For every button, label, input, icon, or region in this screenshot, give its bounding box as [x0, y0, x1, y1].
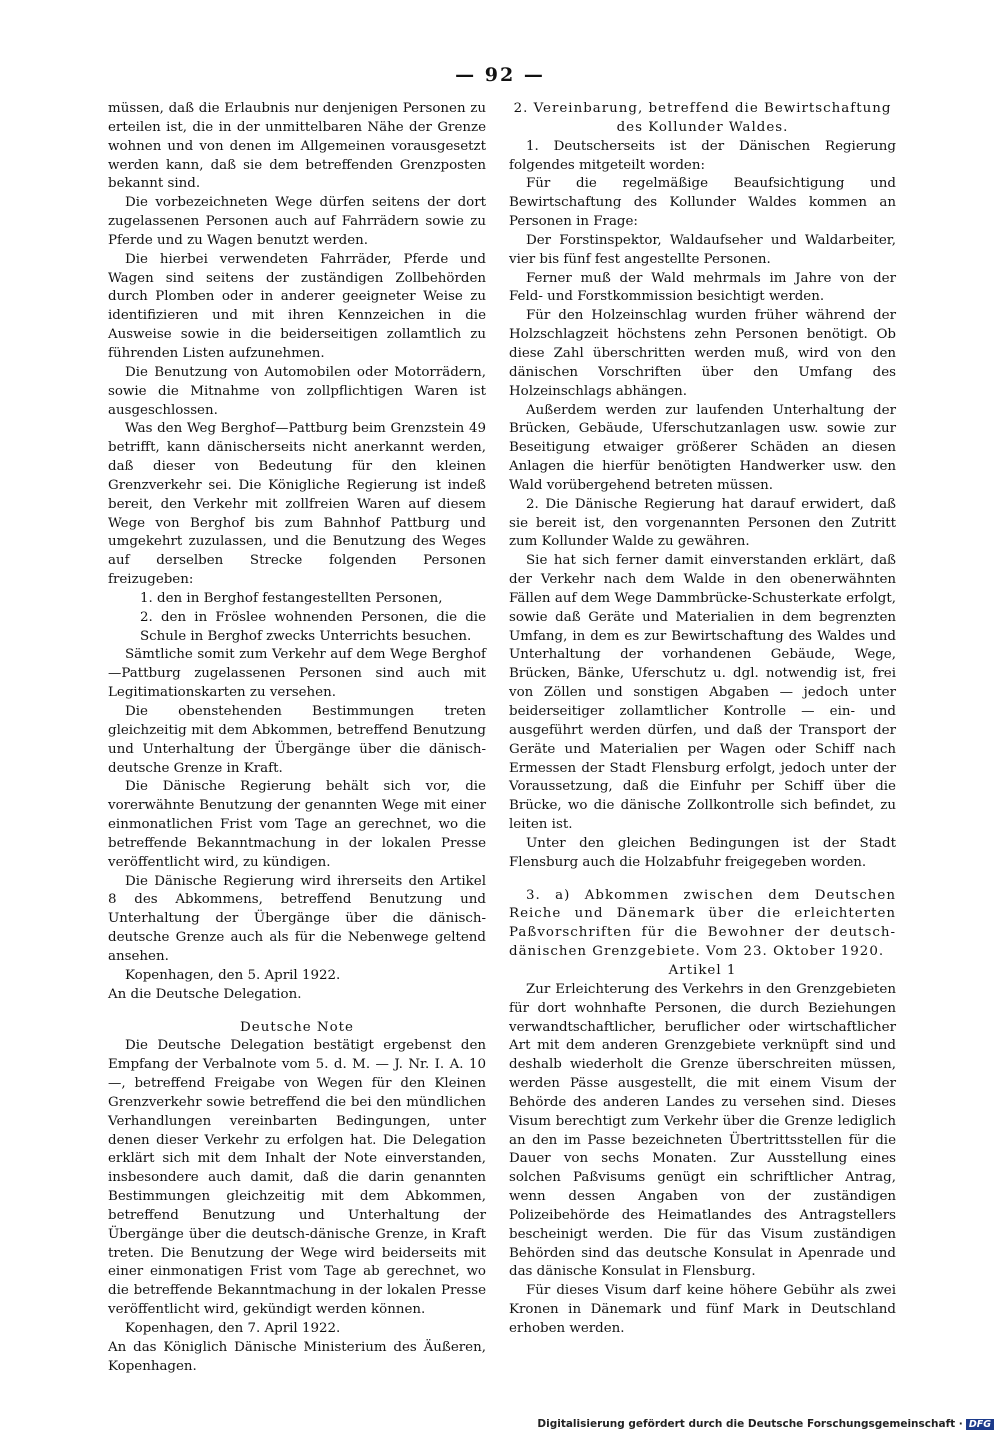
- paragraph: Für dieses Visum darf keine höhere Gebühr als zwei Kronen in Dänemark und fünf Mark in Deutschland erhoben werden.: [509, 1283, 896, 1336]
- paragraph: Für den Holzeinschlag wurden früher während der Holzschlagzeit höchstens zehn Personen benötigt. Ob diese Zahl überschritten werden muß, wird von den dänischen Vorschriften über den Umfang des Holzeinschlags abhängen.: [509, 308, 896, 399]
- place-date: Kopenhagen, den 5. April 1922.: [125, 967, 341, 983]
- right-column: [509, 100, 896, 1339]
- list-item: 1. den in Berghof festangestellten Personen,: [140, 590, 443, 606]
- paragraph: Die obenstehenden Bestimmungen treten gleichzeitig mit dem Abkommen, betreffend Benutzung und Unterhaltung der Übergänge über die dänisch-deutsche Grenze in Kraft.: [108, 704, 486, 776]
- addressee: An die Deutsche Delegation.: [108, 986, 302, 1002]
- paragraph: 2. Die Dänische Regierung hat darauf erwidert, daß sie bereit ist, den vorgenannten Personen den Zutritt zum Kollunder Walde zu gewähren.: [509, 496, 896, 550]
- paragraph: Sie hat sich ferner damit einverstanden erklärt, daß der Verkehr nach dem Walde in den obenerwähnten Fällen auf dem Wege Dammbrücke-Schusterkate erfolgt, sowie daß Geräte und Materialien in dem begrenzten Umfang, in dem es zur Bewirtschaftung des Waldes und Unterhaltung der vorhandenen Gebäude, Wege, Brücken, Bänke, Uferschutz u. dgl. notwendig ist, frei von Zöllen und sonstigen Abgaben — jedoch unter beiderseitiger zollamtlicher Kontrolle — ein- und ausgeführt werden dürfen, und daß der Transport der Geräte und Materialien per Wagen oder Schiff nach Ermessen der Stadt Flensburg erfolgt, jedoch unter der Voraussetzung, daß die Einfuhr per Schiff über die Brücke, wo die dänische Zollkontrolle sich befindet, zu leiten ist.: [509, 553, 896, 833]
- page-number: — 92 —: [455, 64, 545, 86]
- section-heading: Deutsche Note: [240, 1019, 354, 1035]
- footer-text: Digitalisierung gefördert durch die Deutsche Forschungsgemeinschaft ·: [537, 1418, 963, 1430]
- section-heading: 3. a) Abkommen zwischen dem Deutschen Reiche und Dänemark über die erleichterten Paßvorschriften für die Bewohner der deutsch-dänischen Grenzgebiete. Vom 23. Oktober 1920.: [509, 887, 896, 960]
- footer-credit: [537, 1418, 994, 1430]
- section-heading: 2. Vereinbarung, betreffend die Bewirtschaftung des Kollunder Waldes.: [513, 101, 892, 135]
- paragraph: Sämtliche somit zum Verkehr auf dem Wege Berghof—Pattburg zugelassenen Personen sind auch mit Legitimationskarten zu versehen.: [108, 647, 486, 701]
- paragraph: Für die regelmäßige Beaufsichtigung und Bewirtschaftung des Kollunder Waldes kommen an Personen in Frage:: [509, 176, 896, 230]
- paragraph: müssen, daß die Erlaubnis nur denjenigen Personen zu erteilen ist, die in der unmittelbaren Nähe der Grenze wohnen und von denen im Allgemeinen vorausgesetzt werden kann, daß sie dem betreffenden Grenzposten bekannt sind.: [108, 101, 486, 192]
- article-heading: Artikel 1: [668, 962, 737, 978]
- left-column: [108, 100, 486, 1377]
- addressee: An das Königlich Dänische Ministerium des Äußeren, Kopenhagen.: [108, 1339, 486, 1374]
- paragraph: Die hierbei verwendeten Fahrräder, Pferde und Wagen sind seitens der zuständigen Zollbehörden durch Plomben oder in anderer geeigneter Weise zu identifizieren und mit ihren Kennzeichen in die Ausweise sowie in die beiderseitigen zollamtlich zu führenden Listen aufzunehmen.: [108, 251, 486, 361]
- paragraph: Außerdem werden zur laufenden Unterhaltung der Brücken, Gebäude, Uferschutzanlagen usw. sowie zur Beseitigung etwaiger größerer Schäden an diesen Anlagen die hierfür benötigten Handwerker usw. den Wald vorübergehend betreten müssen.: [509, 402, 896, 493]
- paragraph: Die Dänische Regierung wird ihrerseits den Artikel 8 des Abkommens, betreffend Benutzung und Unterhaltung der Übergänge über die dänisch-deutsche Grenze auch als für die Nebenwege geltend ansehen.: [108, 873, 486, 964]
- paragraph: Die Dänische Regierung behält sich vor, die vorerwähnte Benutzung der genannten Wege mit einer einmonatlichen Frist vom Tage an gerechnet, wo die betreffende Bekanntmachung in der lokalen Presse veröffentlicht wird, zu kündigen.: [108, 779, 486, 870]
- paragraph: Die Deutsche Delegation bestätigt ergebenst den Empfang der Verbalnote vom 5. d. M. — J. Nr. I. A. 10 —, betreffend Freigabe von Wegen für den Kleinen Grenzverkehr sowie betreffend die bei den mündlichen Verhandlungen vereinbarten Bedingungen, unter denen dieser Verkehr zu erfolgen hat. Die Delegation erklärt sich mit dem Inhalt der Note einverstanden, insbesondere auch damit, daß die darin genannten Bestimmungen gleichzeitig mit dem Abkommen, betreffend Benutzung und Unterhaltung der Übergänge über die deutsch-dänische Grenze, in Kraft treten. Die Benutzung der Wege wird beiderseits mit einer einmonatigen Frist vom Tage ab gerechnet, wo die betreffende Bekanntmachung in der lokalen Presse veröffentlicht wird, gekündigt werden können.: [108, 1038, 486, 1318]
- paragraph: Zur Erleichterung des Verkehrs in den Grenzgebieten für dort wohnhafte Personen, die durch Beziehungen verwandtschaftlicher, beruflicher oder wirtschaftlicher Art mit dem anderen Grenzgebiete verknüpft sind und deshalb wiederholt die Grenze überschreiten müssen, werden Pässe ausgestellt, die mit einem Visum der Behörde des anderen Landes zu versehen sind. Dieses Visum berechtigt zum Verkehr über die Grenze lediglich an den im Passe bezeichneten Übertrittsstellen für die Dauer von sechs Monaten. Zur Ausstellung eines solchen Paßvisums genügt ein schriftlicher Antrag, wenn dessen Angaben von der zuständigen Polizeibehörde des Heimatlandes des Antragstellers bescheinigt werden. Die für das Visum zuständigen Behörden sind das deutsche Konsulat in Apenrade und das dänische Konsulat in Flensburg.: [509, 981, 896, 1280]
- dfg-logo: DFG: [966, 1419, 994, 1430]
- paragraph: Was den Weg Berghof—Pattburg beim Grenzstein 49 betrifft, kann dänischerseits nicht anerkannt werden, daß dieser von Bedeutung für den kleinen Grenzverkehr sei. Die Königliche Regierung ist indeß bereit, den Verkehr mit zollfreien Waren auf diesem Wege von Berghof bis zum Bahnhof Pattburg und umgekehrt zuzulassen, und die Benutzung des Weges auf derselben Strecke folgenden Personen freizugeben:: [108, 421, 486, 588]
- place-date: Kopenhagen, den 7. April 1922.: [125, 1321, 341, 1336]
- list-item: 2. den in Fröslee wohnenden Personen, die die Schule in Berghof zwecks Unterrichts besuchen.: [140, 609, 486, 644]
- paragraph: 1. Deutscherseits ist der Dänischen Regierung folgendes mitgeteilt worden:: [509, 138, 896, 173]
- paragraph: Die vorbezeichneten Wege dürfen seitens der dort zugelassenen Personen auch auf Fahrrädern sowie zu Pferde und zu Wagen benutzt werden.: [108, 195, 486, 248]
- paragraph: Unter den gleichen Bedingungen ist der Stadt Flensburg auch die Holzabfuhr freigegeben worden.: [509, 835, 896, 870]
- paragraph: Der Forstinspektor, Waldaufseher und Waldarbeiter, vier bis fünf fest angestellte Personen.: [509, 232, 896, 267]
- paragraph: Ferner muß der Wald mehrmals im Jahre von der Feld- und Forstkommission besichtigt werden.: [509, 270, 896, 305]
- paragraph: Die Benutzung von Automobilen oder Motorrädern, sowie die Mitnahme von zollpflichtigen Waren ist ausgeschlossen.: [108, 364, 486, 418]
